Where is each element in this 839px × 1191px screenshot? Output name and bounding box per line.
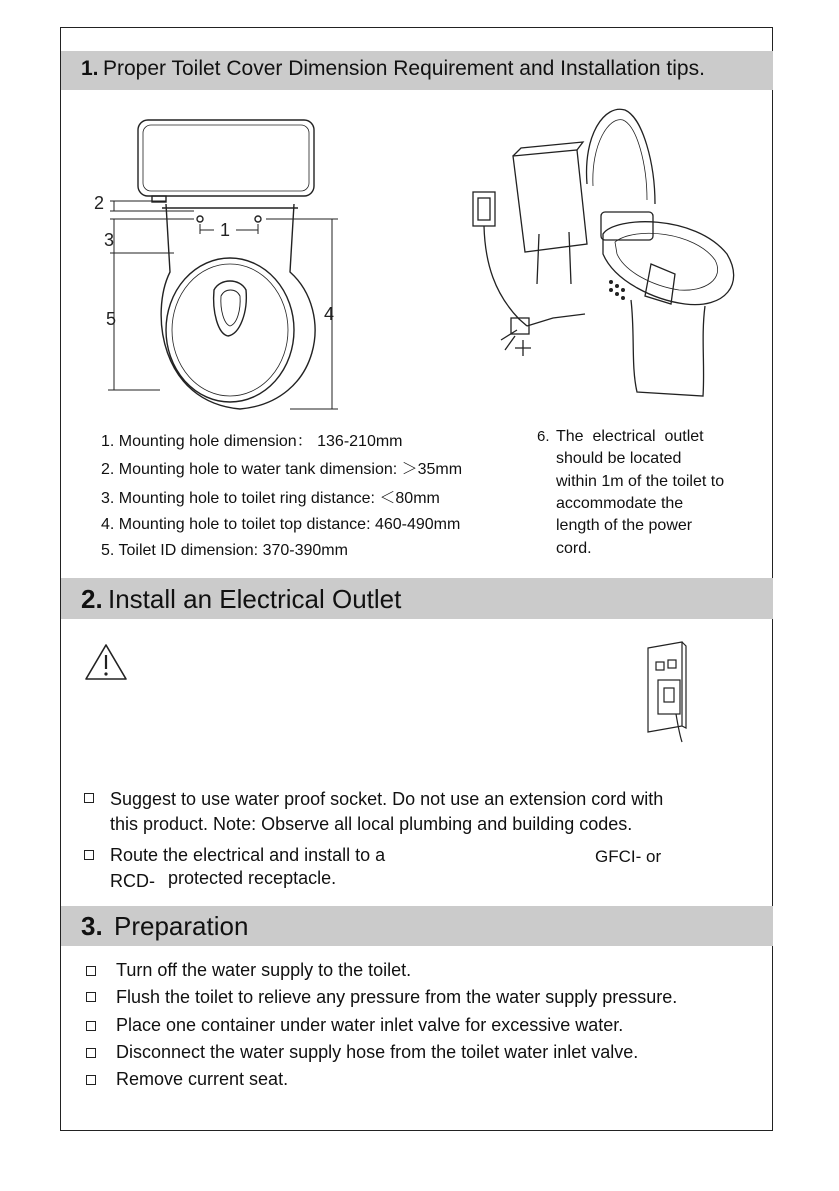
installed-seat-illustration	[465, 104, 755, 404]
dimension-item	[101, 485, 440, 508]
note-line: Route the electrical and install to a	[110, 845, 386, 865]
section-3-header	[61, 906, 773, 946]
dimension-item-text: Mounting hole to water tank dimension: ＞35mm	[118, 461, 463, 478]
toilet-dimension-diagram	[90, 112, 360, 417]
dimension-item-text: Mounting hole to toilet top distance: 460-490mm	[118, 516, 461, 533]
diagram-label-1: 1	[220, 220, 231, 240]
note-line: protected receptacle.	[168, 868, 337, 888]
diagram-label-5: 5	[106, 309, 117, 329]
section-2-number: 2.	[81, 584, 103, 614]
dimension-item-number: 3.	[101, 490, 115, 507]
section-1-title: Proper Toilet Cover Dimension Requirement and Installation tips.	[103, 57, 705, 80]
dimension-item-number: 4.	[101, 516, 115, 533]
note-gfci: GFCI- or	[595, 847, 662, 866]
dimension-item	[101, 542, 348, 560]
tip-line: within 1m of the toilet to	[556, 473, 725, 490]
section-1-number: 1.	[81, 57, 99, 80]
preparation-text: Turn off the water supply to the toilet.	[116, 960, 412, 980]
checkbox-bullet	[86, 1048, 96, 1058]
checkbox-bullet	[86, 966, 96, 976]
dimension-item	[101, 428, 403, 451]
note-line: this product. Note: Observe all local plumbing and building codes.	[110, 814, 633, 834]
checkbox-bullet	[86, 1075, 96, 1085]
section-1-header	[61, 51, 773, 90]
tip-line: The electrical outlet	[556, 428, 704, 445]
dimension-item-number: 1.	[101, 433, 115, 450]
note-line: Suggest to use water proof socket. Do not use an extension cord with	[110, 789, 664, 809]
dimension-item-text: Mounting hole to toilet ring distance: ＜80mm	[118, 490, 440, 507]
section-2-title: Install an Electrical Outlet	[108, 584, 402, 614]
tip-line: accommodate the	[556, 495, 684, 512]
checkbox-bullet	[86, 1021, 96, 1031]
diagram-label-4: 4	[324, 304, 335, 324]
section-3-number: 3.	[81, 911, 103, 941]
tip-line: should be located	[556, 450, 682, 467]
checkbox-bullet	[84, 850, 94, 860]
preparation-text: Flush the toilet to relieve any pressure from the water supply pressure.	[116, 987, 678, 1007]
diagram-label-3: 3	[104, 230, 115, 250]
diagram-label-2: 2	[94, 193, 105, 213]
dimension-item-text: Mounting hole dimension： 136-210mm	[118, 433, 403, 450]
tip-number: 6.	[537, 428, 550, 445]
note-rcd: RCD-	[110, 871, 155, 891]
dimension-item-number: 5.	[101, 542, 115, 559]
preparation-text: Disconnect the water supply hose from the toilet water inlet valve.	[116, 1042, 639, 1062]
dimension-item	[101, 516, 460, 534]
tip-line: cord.	[556, 540, 592, 557]
dimension-item	[101, 456, 462, 479]
preparation-text: Place one container under water inlet valve for excessive water.	[116, 1015, 624, 1035]
section-2-header	[61, 578, 773, 619]
dimension-item-text: Toilet ID dimension: 370-390mm	[118, 542, 348, 559]
outlet-illustration	[646, 640, 694, 744]
warning-icon	[84, 643, 128, 681]
tip-line: length of the power	[556, 517, 693, 534]
dimension-item-number: 2.	[101, 461, 115, 478]
checkbox-bullet	[84, 793, 94, 803]
checkbox-bullet	[86, 992, 96, 1002]
section-3-title: Preparation	[114, 911, 249, 941]
preparation-text: Remove current seat.	[116, 1069, 289, 1089]
